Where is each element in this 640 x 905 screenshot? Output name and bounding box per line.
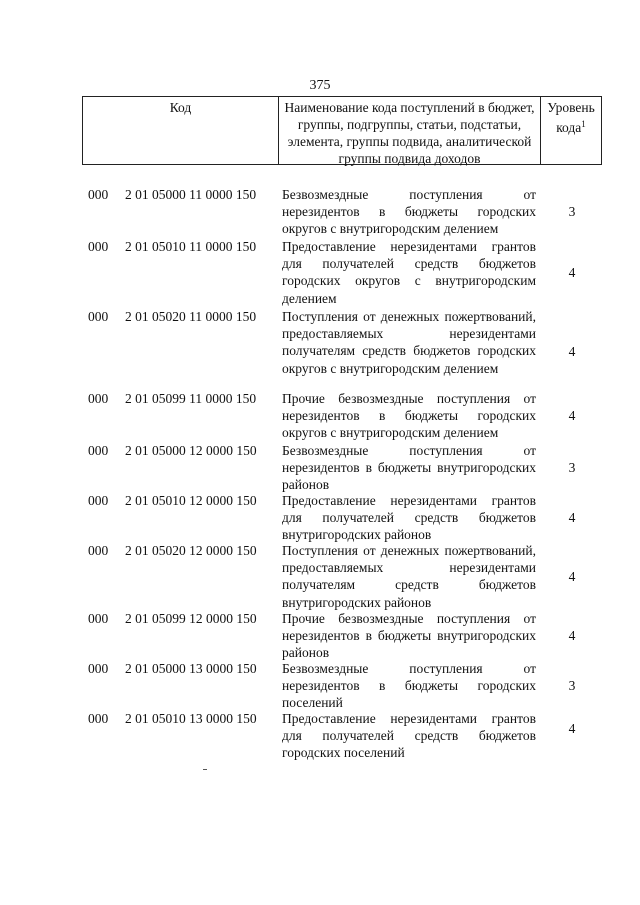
row-prefix: 000 bbox=[88, 493, 109, 508]
row-code: 2 01 05020 12 0000 150 bbox=[125, 543, 257, 558]
row-level: 3 bbox=[568, 460, 576, 475]
scan-speck bbox=[203, 769, 207, 770]
row-level: 4 bbox=[568, 721, 576, 736]
row-name: Прочие безвозмездные поступления от нерезидентов в бюджеты городских округов с внутригородским делением bbox=[282, 391, 536, 441]
row-prefix: 000 bbox=[88, 391, 109, 406]
row-name: Безвозмездные поступления от нерезидентов в бюджеты внутригородских районов bbox=[282, 443, 536, 493]
row-prefix: 000 bbox=[88, 711, 109, 726]
row-level: 3 bbox=[568, 204, 576, 219]
row-name: Поступления от денежных пожертвований, предоставляемых нерезидентами получателям средств бюджетов городских округов с внутригородским делением bbox=[282, 309, 536, 376]
row-level: 4 bbox=[568, 408, 576, 423]
row-name: Предоставление нерезидентами грантов для получателей средств бюджетов внутригородских районов bbox=[282, 493, 536, 543]
header-name: Наименование кода поступлений в бюджет, группы, подгруппы, статьи, подстатьи, элемента, группы подвида, аналитической группы подвида доходов bbox=[279, 97, 541, 164]
row-level: 4 bbox=[568, 628, 576, 643]
row-prefix: 000 bbox=[88, 611, 109, 626]
row-code: 2 01 05010 11 0000 150 bbox=[125, 239, 257, 254]
row-name: Поступления от денежных пожертвований, предоставляемых нерезидентами получателям средств бюджетов внутригородских районов bbox=[282, 543, 536, 610]
table-header bbox=[82, 96, 602, 165]
row-code: 2 01 05000 11 0000 150 bbox=[125, 187, 257, 202]
row-prefix: 000 bbox=[88, 661, 109, 676]
row-prefix: 000 bbox=[88, 443, 109, 458]
row-level: 4 bbox=[568, 265, 576, 280]
row-code: 2 01 05010 12 0000 150 bbox=[125, 493, 257, 508]
row-prefix: 000 bbox=[88, 543, 109, 558]
row-level: 3 bbox=[568, 678, 576, 693]
row-code: 2 01 05000 12 0000 150 bbox=[125, 443, 257, 458]
row-name: Безвозмездные поступления от нерезидентов в бюджеты городских поселений bbox=[282, 661, 536, 711]
row-name: Безвозмездные поступления от нерезидентов в бюджеты городских округов с внутригородским делением bbox=[282, 187, 536, 237]
header-code: Код bbox=[83, 97, 279, 164]
row-prefix: 000 bbox=[88, 309, 109, 324]
row-name: Предоставление нерезидентами грантов для получателей средств бюджетов городских округов с внутригородским делением bbox=[282, 239, 536, 306]
row-code: 2 01 05099 11 0000 150 bbox=[125, 391, 257, 406]
row-prefix: 000 bbox=[88, 239, 109, 254]
header-level-footnote: 1 bbox=[581, 119, 586, 129]
row-code: 2 01 05099 12 0000 150 bbox=[125, 611, 257, 626]
header-level-text: Уровень кода bbox=[547, 100, 595, 135]
row-level: 4 bbox=[568, 510, 576, 525]
row-code: 2 01 05010 13 0000 150 bbox=[125, 711, 257, 726]
header-level bbox=[541, 97, 601, 164]
row-level: 4 bbox=[568, 569, 576, 584]
row-code: 2 01 05000 13 0000 150 bbox=[125, 661, 257, 676]
row-level: 4 bbox=[568, 344, 576, 359]
row-code: 2 01 05020 11 0000 150 bbox=[125, 309, 257, 324]
row-prefix: 000 bbox=[88, 187, 109, 202]
row-name: Прочие безвозмездные поступления от нерезидентов в бюджеты внутригородских районов bbox=[282, 611, 536, 661]
row-name: Предоставление нерезидентами грантов для получателей средств бюджетов городских поселений bbox=[282, 711, 536, 761]
page-number: 375 bbox=[309, 78, 331, 93]
